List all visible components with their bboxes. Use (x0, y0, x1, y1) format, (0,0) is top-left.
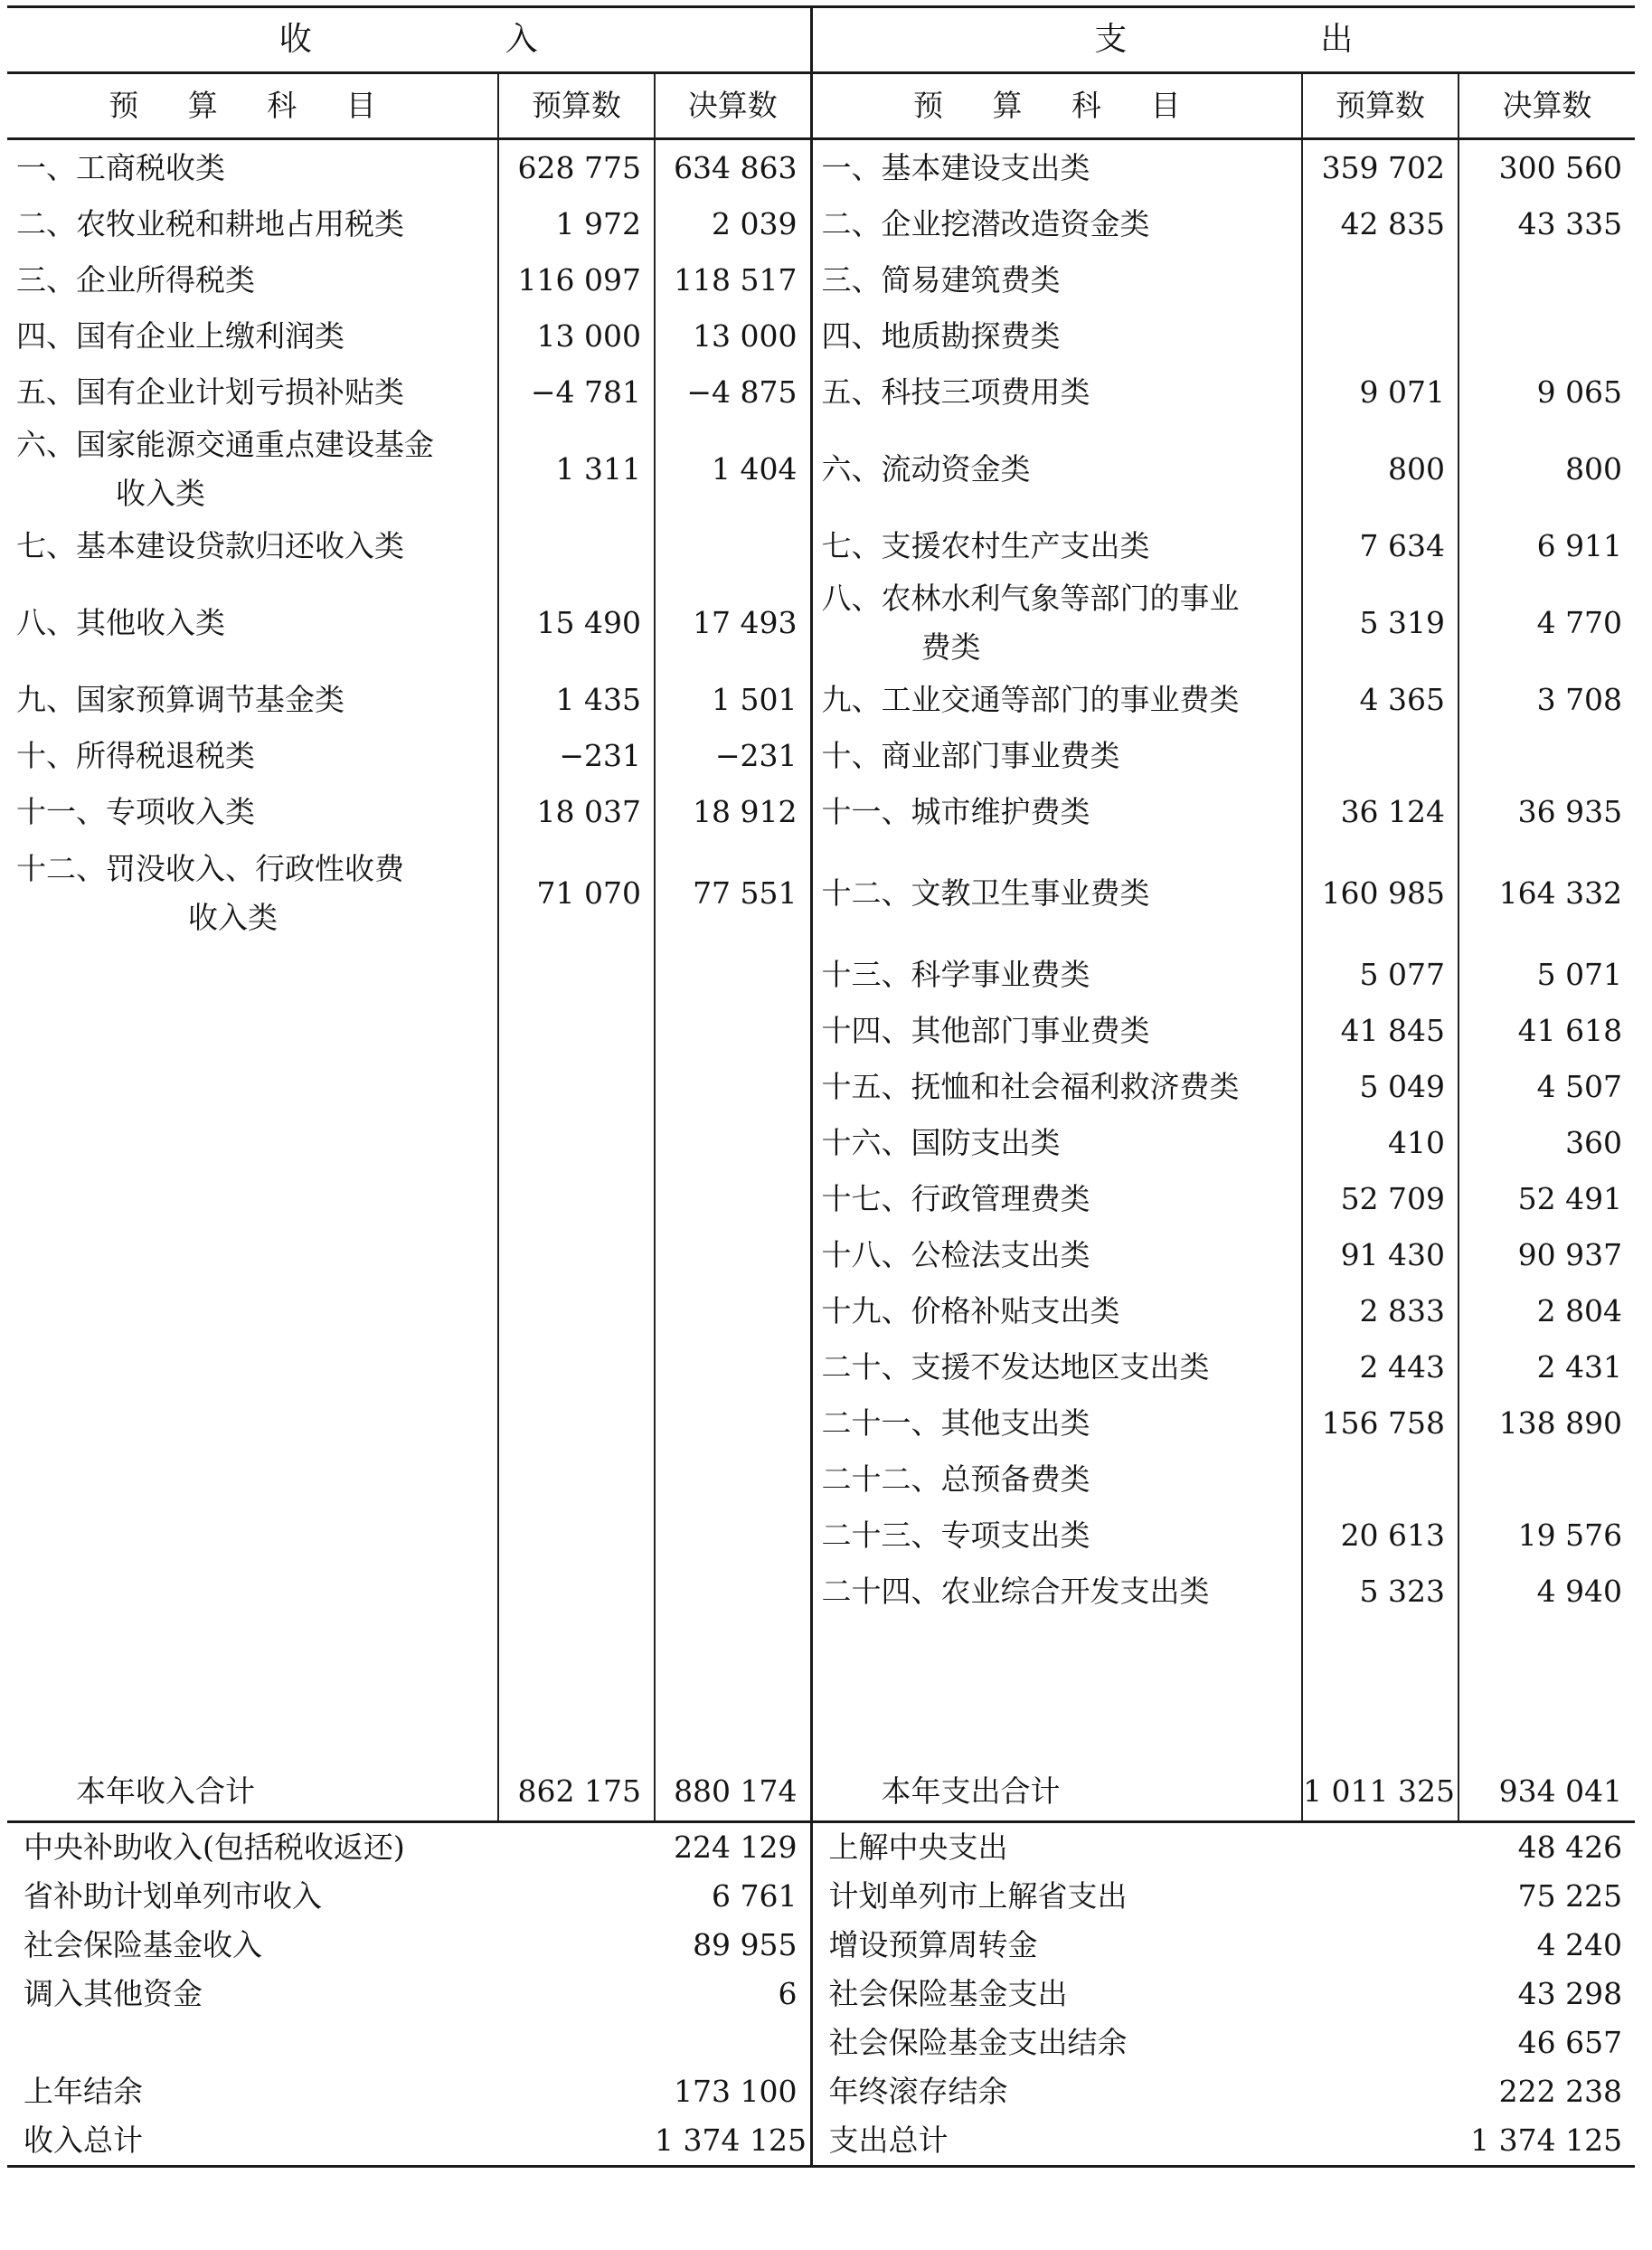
income-final-value (655, 1395, 811, 1451)
income-final-value (655, 1171, 811, 1227)
expense-subject: 二十二、总预备费类 (811, 1451, 1302, 1508)
income-final-value (655, 1339, 811, 1395)
income-budget-value (498, 518, 655, 574)
expense-final-value (1458, 252, 1635, 308)
expense-subject: 二十四、农业综合开发支出类 (811, 1564, 1302, 1620)
income-final-value: 77 551 (655, 840, 811, 947)
expense-subject: 十三、科学事业费类 (811, 947, 1302, 1003)
income-summary-label (7, 2018, 655, 2067)
expense-summary-value: 46 657 (1517, 2025, 1623, 2060)
expense-budget-value: 52 709 (1302, 1171, 1458, 1227)
income-final-value: −4 875 (655, 364, 811, 421)
income-budget-value (498, 1059, 655, 1115)
income-summary-value (655, 2018, 811, 2067)
expense-summary-value: 1 374 125 (1458, 2116, 1635, 2167)
expense-total-final: 934 041 (1458, 1763, 1635, 1822)
expense-subject: 十二、文教卫生事业费类 (811, 840, 1302, 947)
income-summary-value: 6 (778, 1976, 798, 2011)
summary-row (7, 1970, 1635, 2018)
income-subject (7, 1227, 498, 1283)
expense-subject: 四、地质勘探费类 (811, 308, 1302, 364)
income-final-value: 1 404 (655, 421, 811, 518)
expense-subject: 二十、支援不发达地区支出类 (811, 1339, 1302, 1395)
income-subject (7, 1395, 498, 1451)
income-budget-value (498, 1451, 655, 1508)
expense-summary-value: 43 298 (1517, 1976, 1623, 2011)
expense-final-value: 90 937 (1458, 1227, 1635, 1283)
expense-summary-label: 社会保险基金支出结余 (811, 2018, 1458, 2067)
summary-row (7, 1921, 1635, 1970)
income-summary-value: 1 374 125 (655, 2116, 811, 2167)
income-final-value: 2 039 (655, 196, 811, 252)
expense-final-value: 4 770 (1458, 574, 1635, 672)
expense-subject: 十六、国防支出类 (811, 1115, 1302, 1171)
expense-subject: 三、简易建筑费类 (811, 252, 1302, 308)
expense-final-value: 164 332 (1458, 840, 1635, 947)
income-summary-label: 社会保险基金收入 (24, 1927, 262, 1962)
income-subject (7, 1003, 498, 1059)
income-section-header: 收 入 (278, 21, 538, 58)
expense-final-value (1458, 1451, 1635, 1508)
expense-summary-label: 上解中央支出 (811, 1822, 1458, 1873)
expense-subject: 六、流动资金类 (811, 421, 1302, 518)
expense-final-value: 43 335 (1458, 196, 1635, 252)
income-budget-value: 1 435 (498, 672, 655, 728)
income-final-value (655, 518, 811, 574)
expense-budget-header: 预算数 (1302, 73, 1458, 139)
table-row (7, 1451, 1635, 1508)
expense-budget-value: 9 071 (1302, 364, 1458, 421)
expense-subject: 十五、抚恤和社会福利救济费类 (811, 1059, 1302, 1115)
expense-final-value: 6 911 (1458, 518, 1635, 574)
expense-total-budget: 1 011 325 (1302, 1763, 1458, 1822)
budget-table-page (7, 5, 1635, 2168)
expense-final-value: 4 507 (1458, 1059, 1635, 1115)
income-subject (7, 1115, 498, 1171)
subject-line-1: 六、国家能源交通重点建设基金 (16, 427, 434, 462)
spacer-cell (1458, 1620, 1635, 1763)
income-summary-value: 89 955 (693, 1927, 798, 1962)
expense-summary-label: 增设预算周转金 (811, 1921, 1458, 1970)
income-final-value (655, 1508, 811, 1564)
budget-table (7, 5, 1635, 2168)
expense-budget-value: 91 430 (1302, 1227, 1458, 1283)
expense-final-value: 36 935 (1458, 784, 1635, 840)
expense-budget-value: 36 124 (1302, 784, 1458, 840)
spacer-cell (811, 1620, 1302, 1763)
summary-row (7, 1822, 1635, 1873)
income-budget-value: 15 490 (498, 574, 655, 672)
expense-subject: 十八、公检法支出类 (811, 1227, 1302, 1283)
table-row (7, 1115, 1635, 1171)
expense-budget-value: 7 634 (1302, 518, 1458, 574)
income-subject: 三、企业所得税类 (16, 262, 255, 298)
table-row (7, 1508, 1635, 1564)
table-row (7, 574, 1635, 672)
expense-budget-value (1302, 728, 1458, 784)
income-final-header: 决算数 (655, 73, 811, 139)
income-final-value: 18 912 (655, 784, 811, 840)
income-summary-value: 6 761 (712, 1878, 798, 1914)
subject-line-1: 十二、罚没收入、行政性收费 (16, 851, 404, 886)
expense-final-value: 3 708 (1458, 672, 1635, 728)
expense-budget-value: 2 443 (1302, 1339, 1458, 1395)
table-row (7, 1283, 1635, 1339)
expense-subject: 七、支援农村生产支出类 (811, 518, 1302, 574)
income-final-value (655, 947, 811, 1003)
income-budget-value (498, 947, 655, 1003)
expense-budget-value: 156 758 (1302, 1395, 1458, 1451)
income-subject: 四、国有企业上缴利润类 (16, 318, 345, 354)
income-final-value: −231 (655, 728, 811, 784)
income-budget-value: 1 311 (498, 421, 655, 518)
table-row (7, 728, 1635, 784)
expense-final-value: 800 (1458, 421, 1635, 518)
income-final-value (655, 1564, 811, 1620)
expense-summary-label: 年终滚存结余 (811, 2067, 1458, 2116)
income-total-budget: 862 175 (498, 1763, 655, 1822)
income-subject (7, 1171, 498, 1227)
summary-row (7, 2018, 1635, 2067)
expense-subject: 九、工业交通等部门的事业费类 (811, 672, 1302, 728)
expense-budget-value (1302, 308, 1458, 364)
income-subject: 二、农牧业税和耕地占用税类 (16, 206, 404, 241)
expense-final-value: 19 576 (1458, 1508, 1635, 1564)
income-final-value: 1 501 (655, 672, 811, 728)
expense-budget-value: 800 (1302, 421, 1458, 518)
income-budget-value (498, 1395, 655, 1451)
income-budget-value (498, 1227, 655, 1283)
expense-subject (811, 574, 1302, 672)
table-row (7, 1339, 1635, 1395)
expense-budget-value: 20 613 (1302, 1508, 1458, 1564)
table-row (7, 139, 1635, 197)
income-budget-value: 628 775 (498, 139, 655, 197)
spacer-row (7, 1620, 1635, 1763)
income-subject: 七、基本建设贷款归还收入类 (16, 528, 404, 563)
table-row (7, 1227, 1635, 1283)
subject-line-2: 收入类 (188, 900, 278, 935)
income-summary-label: 中央补助收入(包括税收返还) (24, 1829, 405, 1865)
income-subject (7, 1339, 498, 1395)
income-budget-value: 18 037 (498, 784, 655, 840)
income-budget-value (498, 1508, 655, 1564)
income-final-value (655, 1059, 811, 1115)
expense-subject: 十七、行政管理费类 (811, 1171, 1302, 1227)
income-budget-value (498, 1339, 655, 1395)
subject-line-1: 八、农林水利气象等部门的事业 (821, 581, 1240, 616)
table-row (7, 840, 1635, 947)
expense-final-value: 360 (1458, 1115, 1635, 1171)
expense-subject: 二十三、专项支出类 (811, 1508, 1302, 1564)
expense-final-value: 52 491 (1458, 1171, 1635, 1227)
expense-final-value: 4 940 (1458, 1564, 1635, 1620)
income-subject (7, 840, 498, 947)
income-subject (7, 1564, 498, 1620)
expense-section-header: 支 出 (811, 7, 1635, 73)
expense-final-value (1458, 728, 1635, 784)
expense-summary-value: 75 225 (1517, 1878, 1623, 1914)
spacer-cell (1302, 1620, 1458, 1763)
summary-row (7, 2067, 1635, 2116)
expense-budget-value: 2 833 (1302, 1283, 1458, 1339)
income-subject (7, 421, 498, 518)
income-summary-label: 调入其他资金 (24, 1976, 203, 2011)
income-budget-value (498, 1564, 655, 1620)
expense-final-value: 2 431 (1458, 1339, 1635, 1395)
expense-final-value: 300 560 (1458, 139, 1635, 197)
income-total-label: 本年收入合计 (7, 1763, 498, 1822)
expense-budget-value: 5 323 (1302, 1564, 1458, 1620)
table-row (7, 1395, 1635, 1451)
expense-budget-value (1302, 252, 1458, 308)
expense-summary-value: 4 240 (1536, 1927, 1623, 1962)
table-row (7, 1171, 1635, 1227)
income-subject (7, 947, 498, 1003)
expense-total-label: 本年支出合计 (811, 1763, 1302, 1822)
expense-subject: 二、企业挖潜改造资金类 (811, 196, 1302, 252)
expense-subject: 二十一、其他支出类 (811, 1395, 1302, 1451)
table-row (7, 947, 1635, 1003)
income-budget-header: 预算数 (498, 73, 655, 139)
expense-budget-value: 41 845 (1302, 1003, 1458, 1059)
expense-summary-label: 支出总计 (811, 2116, 1458, 2167)
table-row (7, 784, 1635, 840)
income-summary-label: 省补助计划单列市收入 (24, 1878, 322, 1914)
income-summary-label: 收入总计 (7, 2116, 655, 2167)
table-row (7, 252, 1635, 308)
expense-final-value: 9 065 (1458, 364, 1635, 421)
expense-summary-label: 社会保险基金支出 (811, 1970, 1458, 2018)
expense-final-value (1458, 308, 1635, 364)
expense-final-value: 138 890 (1458, 1395, 1635, 1451)
income-final-value: 634 863 (655, 139, 811, 197)
income-final-value (655, 1003, 811, 1059)
income-budget-value: 116 097 (498, 252, 655, 308)
income-final-value (655, 1115, 811, 1171)
table-row (7, 518, 1635, 574)
income-budget-value: 13 000 (498, 308, 655, 364)
income-subject: 五、国有企业计划亏损补贴类 (16, 374, 404, 410)
table-row (7, 308, 1635, 364)
income-subject: 九、国家预算调节基金类 (16, 682, 345, 717)
income-summary-value: 224 129 (674, 1829, 798, 1865)
income-final-value (655, 1283, 811, 1339)
income-subject (7, 1508, 498, 1564)
table-row (7, 364, 1635, 421)
income-subject (7, 1283, 498, 1339)
income-budget-value (498, 1283, 655, 1339)
table-row (7, 672, 1635, 728)
income-final-value: 13 000 (655, 308, 811, 364)
expense-budget-value (1302, 1451, 1458, 1508)
income-subject-header: 预 算 科 目 (109, 88, 396, 123)
expense-budget-value: 5 049 (1302, 1059, 1458, 1115)
income-final-value (655, 1451, 811, 1508)
expense-final-header: 决算数 (1458, 73, 1635, 139)
subject-line-2: 费类 (920, 629, 981, 665)
expense-final-value: 41 618 (1458, 1003, 1635, 1059)
expense-subject: 十、商业部门事业费类 (811, 728, 1302, 784)
table-row (7, 1003, 1635, 1059)
expense-subject: 五、科技三项费用类 (811, 364, 1302, 421)
income-final-value (655, 1227, 811, 1283)
expense-final-value: 5 071 (1458, 947, 1635, 1003)
expense-final-value: 2 804 (1458, 1283, 1635, 1339)
income-budget-value (498, 1115, 655, 1171)
expense-subject: 一、基本建设支出类 (811, 139, 1302, 197)
expense-budget-value: 160 985 (1302, 840, 1458, 947)
expense-summary-value: 48 426 (1517, 1829, 1623, 1865)
spacer-cell (498, 1620, 655, 1763)
income-summary-label: 上年结余 (24, 2074, 143, 2109)
income-final-value: 118 517 (655, 252, 811, 308)
income-subject: 十一、专项收入类 (16, 794, 255, 829)
income-total-final: 880 174 (655, 1763, 811, 1822)
expense-summary-label: 计划单列市上解省支出 (811, 1872, 1458, 1921)
income-summary-value: 173 100 (674, 2074, 798, 2109)
income-budget-value: −231 (498, 728, 655, 784)
expense-budget-value: 42 835 (1302, 196, 1458, 252)
table-row (7, 1059, 1635, 1115)
income-subject: 一、工商税收类 (16, 150, 225, 185)
expense-budget-value: 359 702 (1302, 139, 1458, 197)
income-subject: 八、其他收入类 (16, 605, 225, 640)
summary-row (7, 2116, 1635, 2167)
table-row (7, 196, 1635, 252)
expense-subject: 十一、城市维护费类 (811, 784, 1302, 840)
expense-budget-value: 410 (1302, 1115, 1458, 1171)
subject-line-2: 收入类 (116, 476, 205, 511)
table-row (7, 421, 1635, 518)
expense-budget-value: 4 365 (1302, 672, 1458, 728)
income-budget-value (498, 1171, 655, 1227)
expense-subject-header: 预 算 科 目 (811, 73, 1302, 139)
expense-budget-value: 5 319 (1302, 574, 1458, 672)
income-budget-value: 1 972 (498, 196, 655, 252)
summary-row (7, 1872, 1635, 1921)
expense-budget-value: 5 077 (1302, 947, 1458, 1003)
income-subject (7, 1059, 498, 1115)
spacer-cell (7, 1620, 498, 1763)
spacer-cell (655, 1620, 811, 1763)
income-subject (7, 1451, 498, 1508)
income-subject: 十、所得税退税类 (16, 738, 255, 773)
expense-subject: 十九、价格补贴支出类 (811, 1283, 1302, 1339)
income-budget-value (498, 1003, 655, 1059)
year-total-row (7, 1763, 1635, 1822)
expense-subject: 十四、其他部门事业费类 (811, 1003, 1302, 1059)
income-final-value: 17 493 (655, 574, 811, 672)
income-budget-value: 71 070 (498, 840, 655, 947)
expense-summary-value: 222 238 (1498, 2074, 1623, 2109)
table-row (7, 1564, 1635, 1620)
income-budget-value: −4 781 (498, 364, 655, 421)
